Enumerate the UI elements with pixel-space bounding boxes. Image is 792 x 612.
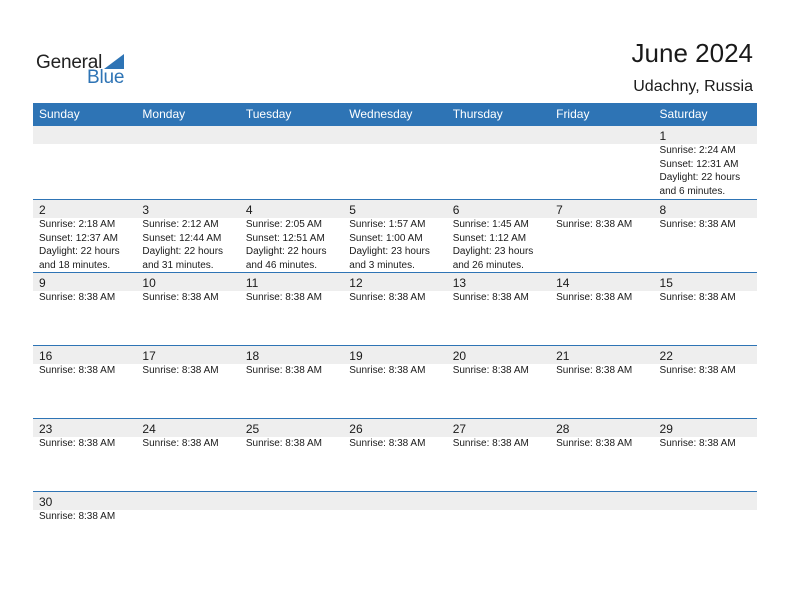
day-cell — [654, 419, 757, 491]
day-cell — [136, 273, 239, 345]
day-sun-info: Sunrise: 8:38 AM — [659, 438, 736, 449]
day-cell — [343, 273, 446, 345]
day-cell — [240, 200, 343, 272]
day-number: 12 — [349, 276, 363, 290]
day-sun-info: Sunrise: 8:38 AM — [452, 292, 529, 303]
day-sun-info: Sunrise: 1:45 AM Sunset: 1:12 AM Daylight: 23 hours and 26 minutes. — [452, 219, 534, 271]
weekday-tuesday: Tuesday — [245, 107, 292, 121]
day-number: 1 — [659, 129, 667, 143]
day-cell — [343, 200, 446, 272]
day-number — [142, 126, 239, 144]
day-sun-info: Sunrise: 8:38 AM — [39, 365, 116, 376]
day-cell — [136, 346, 239, 418]
brand-logo — [36, 50, 136, 90]
day-cell — [136, 126, 239, 199]
day-number: 9 — [39, 276, 46, 290]
day-cell — [33, 126, 136, 199]
day-cell — [33, 346, 136, 418]
day-number — [246, 126, 343, 144]
day-cell — [550, 200, 653, 272]
day-sun-info: Sunrise: 8:38 AM — [452, 438, 529, 449]
week-row — [33, 418, 757, 491]
day-sun-info: Sunrise: 8:38 AM — [556, 365, 633, 376]
week-cells — [33, 126, 757, 199]
day-cell — [447, 126, 550, 199]
day-number: 10 — [142, 276, 156, 290]
day-sun-info: Sunrise: 8:38 AM — [245, 438, 322, 449]
day-number — [39, 126, 136, 144]
day-sun-info: Sunrise: 8:38 AM — [245, 292, 322, 303]
week-row — [33, 491, 757, 564]
day-number: 18 — [245, 349, 260, 363]
week-cells — [33, 200, 757, 272]
day-number — [556, 126, 653, 144]
day-number: 6 — [452, 203, 460, 217]
day-cell — [447, 346, 550, 418]
day-sun-info: Sunrise: 8:38 AM — [39, 438, 116, 449]
day-cell — [654, 492, 757, 564]
day-sun-info: Sunrise: 8:38 AM — [659, 365, 736, 376]
day-cell — [447, 419, 550, 491]
day-number: 26 — [349, 422, 363, 436]
day-sun-info: Sunrise: 8:38 AM — [142, 438, 219, 449]
day-cell — [240, 126, 343, 199]
day-number — [246, 492, 343, 510]
day-cell — [550, 419, 653, 491]
day-cell — [550, 346, 653, 418]
day-cell — [33, 200, 136, 272]
day-sun-info: Sunrise: 8:38 AM — [349, 365, 426, 376]
week-cells — [33, 273, 757, 345]
week-cells — [33, 346, 757, 418]
week-row — [33, 199, 757, 272]
day-number: 29 — [659, 422, 673, 436]
calendar-grid — [33, 103, 757, 564]
day-number: 16 — [39, 349, 53, 363]
day-sun-info: Sunrise: 2:18 AM Sunset: 12:37 AM Daylight: 22 hours and 18 minutes. — [39, 219, 120, 271]
logo-text-blue: Blue — [87, 67, 125, 88]
week-cells — [33, 492, 757, 564]
weeks-container — [33, 126, 757, 564]
week-row — [33, 126, 757, 199]
day-number: 28 — [556, 422, 570, 436]
week-row — [33, 345, 757, 418]
day-cell — [550, 492, 653, 564]
day-sun-info: Sunrise: 8:38 AM — [142, 292, 219, 303]
day-cell — [240, 492, 343, 564]
day-cell — [136, 492, 239, 564]
day-number: 22 — [659, 349, 673, 363]
day-cell — [343, 419, 446, 491]
day-cell — [447, 492, 550, 564]
weekday-thursday: Thursday — [452, 107, 503, 121]
day-number — [453, 492, 550, 510]
weekday-sunday: Sunday — [39, 107, 80, 121]
day-number: 3 — [142, 203, 150, 217]
day-number: 15 — [659, 276, 673, 290]
week-cells — [33, 419, 757, 491]
weekday-header — [33, 103, 757, 126]
day-number: 5 — [349, 203, 356, 217]
day-cell — [33, 273, 136, 345]
day-cell — [240, 273, 343, 345]
location-subtitle: Udachny, Russia — [633, 78, 753, 95]
day-cell — [654, 346, 757, 418]
weekday-saturday: Saturday — [659, 107, 708, 121]
day-cell — [33, 419, 136, 491]
day-sun-info: Sunrise: 8:38 AM — [39, 292, 116, 303]
day-number: 2 — [39, 203, 46, 217]
day-number: 8 — [659, 203, 667, 217]
day-sun-info: Sunrise: 1:57 AM Sunset: 1:00 AM Daylight: 23 hours and 3 minutes. — [349, 219, 430, 271]
day-cell — [654, 273, 757, 345]
day-number — [349, 126, 446, 144]
day-sun-info: Sunrise: 8:38 AM — [349, 292, 426, 303]
day-sun-info: Sunrise: 8:38 AM — [39, 511, 116, 522]
day-sun-info: Sunrise: 2:12 AM Sunset: 12:44 AM Daylight: 22 hours and 31 minutes. — [142, 219, 224, 271]
weekday-wednesday: Wednesday — [349, 107, 413, 121]
day-sun-info: Sunrise: 8:38 AM — [452, 365, 529, 376]
day-number: 7 — [556, 203, 563, 217]
day-number: 17 — [142, 349, 156, 363]
day-sun-info: Sunrise: 8:38 AM — [245, 365, 322, 376]
day-sun-info: Sunrise: 8:38 AM — [556, 292, 633, 303]
day-number: 4 — [245, 203, 253, 217]
weekday-monday: Monday — [142, 107, 186, 121]
day-number: 19 — [349, 349, 363, 363]
day-sun-info: Sunrise: 2:24 AM Sunset: 12:31 AM Daylight: 22 hours and 6 minutes. — [659, 145, 741, 197]
day-sun-info: Sunrise: 2:05 AM Sunset: 12:51 AM Daylight: 22 hours and 46 minutes. — [245, 219, 327, 271]
day-sun-info: Sunrise: 8:38 AM — [349, 438, 426, 449]
page-title: June 2024 — [631, 38, 753, 68]
day-cell — [447, 273, 550, 345]
day-number — [660, 492, 757, 510]
day-cell — [33, 492, 136, 564]
day-number — [349, 492, 446, 510]
day-number: 11 — [245, 276, 259, 290]
day-sun-info: Sunrise: 8:38 AM — [142, 365, 219, 376]
day-cell — [240, 419, 343, 491]
day-cell — [136, 200, 239, 272]
day-cell — [343, 492, 446, 564]
day-number — [556, 492, 653, 510]
day-number: 21 — [556, 349, 570, 363]
day-number — [453, 126, 550, 144]
logo-text-general: General — [36, 52, 103, 73]
day-number: 13 — [452, 276, 467, 290]
day-cell — [550, 126, 653, 199]
day-number: 20 — [452, 349, 467, 363]
day-cell — [654, 200, 757, 272]
day-sun-info: Sunrise: 8:38 AM — [659, 292, 736, 303]
day-sun-info: Sunrise: 8:38 AM — [556, 438, 633, 449]
day-cell — [136, 419, 239, 491]
day-number: 25 — [245, 422, 260, 436]
weekday-friday: Friday — [556, 107, 590, 121]
day-cell — [240, 346, 343, 418]
week-row — [33, 272, 757, 345]
day-number: 14 — [556, 276, 570, 290]
day-number: 27 — [452, 422, 467, 436]
day-number: 23 — [39, 422, 53, 436]
day-cell — [343, 126, 446, 199]
day-sun-info: Sunrise: 8:38 AM — [659, 219, 736, 230]
day-cell — [550, 273, 653, 345]
day-number: 24 — [142, 422, 156, 436]
day-number — [142, 492, 239, 510]
day-cell — [654, 126, 757, 199]
day-cell — [343, 346, 446, 418]
day-sun-info: Sunrise: 8:38 AM — [556, 219, 633, 230]
day-cell — [447, 200, 550, 272]
day-number: 30 — [39, 495, 53, 509]
